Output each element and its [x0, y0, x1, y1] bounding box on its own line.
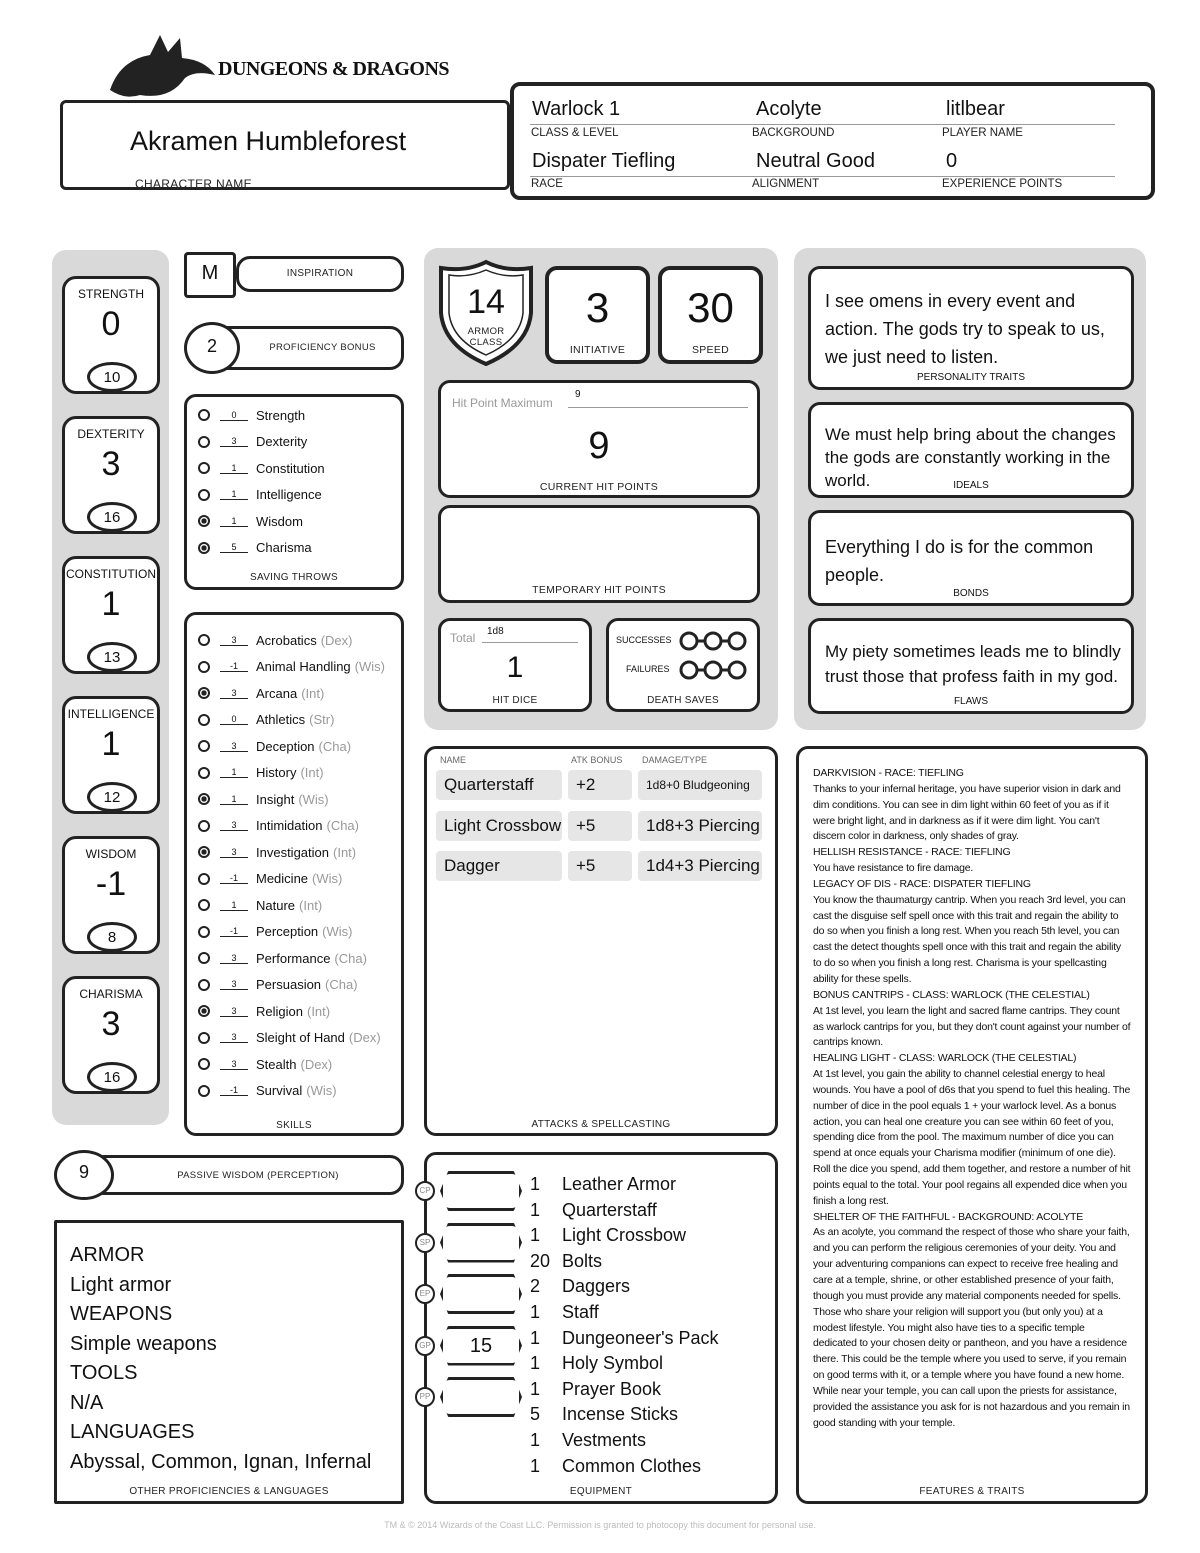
inspiration-value: M	[201, 262, 219, 284]
proficiency-checkbox[interactable]	[198, 846, 210, 858]
skill-ability: (Cha)	[325, 977, 358, 992]
ability-name: STRENGTH	[78, 287, 144, 301]
skill-mod[interactable]: 3	[220, 953, 248, 964]
ability-modifier[interactable]: 13	[87, 642, 137, 672]
ability-name: CHARISMA	[79, 987, 143, 1001]
skill-row	[198, 682, 324, 704]
skill-name: Acrobatics	[256, 632, 317, 648]
proficiency-checkbox[interactable]	[198, 1058, 210, 1070]
skill-mod[interactable]: 3	[220, 1032, 248, 1043]
ability-modifier[interactable]: 10	[87, 362, 137, 392]
proficiencies-list[interactable]	[70, 1241, 371, 1477]
flaws: My piety sometimes leads me to blindly trust those that profess faith in my god.	[825, 642, 1121, 686]
ability-name: DEXTERITY	[77, 427, 145, 441]
saving-throw-row	[198, 484, 322, 506]
equipment-name: Vestments	[562, 1430, 647, 1450]
experience-points[interactable]: 0	[946, 150, 958, 172]
player-name-label: PLAYER NAME	[942, 127, 1023, 139]
ability-constitution	[62, 556, 160, 674]
feature-title: DARKVISION - RACE: TIEFLING	[813, 767, 964, 779]
saving-throw-row	[198, 537, 312, 559]
skill-name: Nature	[256, 897, 296, 913]
class-level[interactable]: Warlock 1	[532, 98, 621, 120]
copyright-footer: TM & © 2014 Wizards of the Coast LLC. Permission is granted to photocopy this document for personal use.	[384, 1520, 816, 1530]
alignment[interactable]: Neutral Good	[756, 150, 875, 172]
skill-name: Medicine	[256, 871, 309, 886]
bonds-box[interactable]	[808, 510, 1134, 606]
skill-mod[interactable]: 3	[220, 635, 248, 646]
skill-mod[interactable]: 1	[220, 900, 248, 911]
ability-wisdom	[62, 836, 160, 954]
proficiency-checkbox[interactable]	[198, 409, 210, 421]
saving-throw-row	[198, 431, 307, 453]
equipment-item[interactable]	[530, 1353, 663, 1378]
saving-throw-row	[198, 510, 303, 532]
saving-throw-mod[interactable]: 1	[220, 489, 248, 500]
equipment-item[interactable]	[530, 1225, 686, 1250]
attack-damage[interactable]: 1d8+0 Bludgeoning	[638, 770, 762, 800]
ability-intelligence	[62, 696, 160, 814]
proficiency-checkbox[interactable]	[198, 436, 210, 448]
coin-ep-label: EP	[415, 1284, 435, 1304]
armor-class-value[interactable]: 14	[467, 283, 505, 321]
equipment-name: Quarterstaff	[562, 1199, 657, 1220]
proficiency-checkbox[interactable]	[198, 926, 210, 938]
equipment-qty: 1	[530, 1174, 541, 1194]
skill-row	[198, 1000, 330, 1022]
failures-label: FAILURES	[626, 664, 670, 674]
equipment-item[interactable]	[530, 1379, 661, 1404]
feature-description: You have resistance to fire damage.	[813, 862, 974, 875]
skill-ability: (Dex)	[300, 1056, 333, 1072]
death-save-failure-checkboxes[interactable]	[678, 659, 748, 681]
equipment-qty: 1	[530, 1225, 541, 1246]
race-label: RACE	[531, 178, 563, 190]
class-level-label: CLASS & LEVEL	[531, 127, 619, 139]
skill-row	[198, 841, 356, 863]
skill-ability: (Cha)	[334, 950, 367, 966]
proficiency-line: Simple weapons	[70, 1332, 217, 1355]
ability-modifier[interactable]: 12	[87, 782, 137, 812]
equipment-name: Staff	[562, 1302, 599, 1322]
attacks-col-bonus: ATK BONUS	[571, 755, 623, 765]
bonds-label: BONDS	[953, 588, 989, 599]
ability-dexterity	[62, 416, 160, 534]
attack-name[interactable]: Quarterstaff	[436, 770, 562, 800]
attack-bonus[interactable]: +5	[568, 811, 632, 841]
saving-throw-row	[198, 457, 325, 479]
background[interactable]: Acolyte	[756, 98, 822, 120]
skill-name: Animal Handling	[256, 659, 351, 674]
equipment-name: Leather Armor	[562, 1174, 677, 1194]
skill-row	[198, 894, 322, 916]
ability-name: CONSTITUTION	[66, 567, 156, 581]
ability-modifier[interactable]: 16	[87, 1062, 137, 1092]
skill-ability: (Int)	[306, 1003, 331, 1019]
race[interactable]: Dispater Tiefling	[532, 150, 676, 172]
initiative-label: INITIATIVE	[569, 344, 626, 356]
personality-traits-label: PERSONALITY TRAITS	[917, 372, 1025, 383]
equipment-qty: 1	[530, 1378, 541, 1399]
feature-title: HEALING LIGHT - CLASS: WARLOCK (THE CELESTIAL)	[813, 1052, 1077, 1065]
skill-ability: (Wis)	[306, 1083, 337, 1098]
skill-row	[198, 629, 352, 651]
feature-description: As an acolyte, you command the respect of those who share your faith, and you can perform the religious ceremonies of your deity. You and your adventuring companions can expect to receive free healing and care at a temple, shrine, or other established presence of your faith, though you must provide any material components needed for spells. Those who share your religion will support you (but only you) at a modest lifestyle. You might also have ties to a specific temple dedicated to your chosen deity or pantheon, and you have a residence there. This could be the temple where you used to serve, if you remain on good terms with it, or a temple where you have found a new home. While near your temple, you can call upon the priests for assistance, provided the assistance you ask for is not hazardous and you remain in good standing with your temple.	[813, 1226, 1130, 1429]
saving-throw-mod[interactable]: 1	[220, 516, 248, 527]
proficiency-checkbox[interactable]	[198, 952, 210, 964]
equipment-name: Common Clothes	[562, 1455, 702, 1476]
coin-gp-label: GP	[415, 1336, 435, 1356]
current-hp-value[interactable]: 9	[588, 425, 610, 467]
equipment-qty: 1	[530, 1430, 541, 1450]
ability-score[interactable]: 1	[101, 585, 121, 623]
equipment-qty: 2	[530, 1276, 541, 1297]
skill-row	[198, 656, 385, 678]
attacks-col-name: NAME	[440, 755, 467, 765]
background-label: BACKGROUND	[752, 127, 835, 139]
equipment-item[interactable]	[530, 1174, 676, 1199]
saving-throw-name: Constitution	[256, 460, 325, 476]
passive-wisdom-value: 9	[78, 1162, 89, 1182]
proficiency-checkbox[interactable]	[198, 979, 210, 991]
saving-throw-name: Strength	[256, 407, 306, 423]
equipment-item[interactable]	[530, 1302, 599, 1327]
equipment-qty: 1	[530, 1353, 541, 1374]
ideals-box[interactable]	[808, 402, 1134, 498]
proficiency-label: PROFICIENCY BONUS	[269, 342, 376, 353]
initiative-value[interactable]: 3	[585, 284, 610, 331]
personality-traits-box[interactable]	[808, 266, 1134, 390]
skill-row	[198, 815, 359, 837]
equipment-qty: 20	[530, 1250, 551, 1271]
ability-strength	[62, 276, 160, 394]
skill-row	[198, 762, 324, 784]
coin-pp-label: PP	[415, 1387, 435, 1407]
ability-score[interactable]: 1	[101, 725, 121, 763]
feature-description: At 1st level, you gain the ability to channel celestial energy to heal wounds. You have a pool of d6s that you spend to fuel this healing. The number of dice in the pool equals 1 + your warlock level. As a bonus action, you can heal one creature you can see within 60 feet of you, spending dice from the pool. The maximum number of dice you can spend at once equals your Charisma modifier (minimum of one die). Roll the dice you spend, add them together, and restore a number of hit points equal to the total. Your pool regains all expended dice when you finish a long rest.	[813, 1068, 1131, 1207]
equipment-item[interactable]	[530, 1456, 701, 1481]
hit-dice-total[interactable]: 1d8	[487, 626, 504, 637]
proficiency-line: Light armor	[70, 1273, 172, 1296]
skill-row	[198, 947, 367, 969]
death-saves-label: DEATH SAVES	[647, 695, 719, 706]
ability-score[interactable]: 0	[101, 305, 121, 343]
saving-throw-mod[interactable]: 5	[220, 542, 248, 553]
proficiency-line: Abyssal, Common, Ignan, Infernal	[70, 1450, 372, 1473]
saving-throw-mod[interactable]: 3	[220, 436, 248, 447]
skill-mod[interactable]: -1	[220, 926, 248, 937]
skill-name: Persuasion	[256, 977, 322, 992]
equipment-name: Prayer Book	[562, 1378, 662, 1399]
proficiency-line: LANGUAGES	[70, 1421, 195, 1443]
ability-modifier[interactable]: 16	[87, 502, 137, 532]
skill-row	[198, 709, 334, 731]
feature-description: Thanks to your infernal heritage, you have superior vision in dark and dim conditions. You can see in dim light within 60 feet of you as if it were bright light, and in darkness as if it were dim light. You can't discern color in darkness, only shades of gray.	[813, 782, 1121, 843]
skill-row	[198, 974, 358, 996]
skill-name: Survival	[256, 1083, 303, 1098]
skill-mod[interactable]: 3	[220, 1059, 248, 1070]
skill-mod[interactable]: -1	[220, 873, 248, 884]
features-text[interactable]	[813, 766, 1131, 1431]
skill-name: Performance	[256, 950, 331, 966]
ideals-label: IDEALS	[953, 480, 989, 491]
skill-ability: (Wis)	[354, 659, 385, 674]
skill-ability: (Int)	[301, 685, 325, 701]
passive-wisdom-label: PASSIVE WISDOM (PERCEPTION)	[177, 1170, 339, 1181]
skill-ability: (Wis)	[312, 871, 343, 886]
hp-max-line	[568, 407, 748, 408]
personality-traits: I see omens in every event and action. The gods try to speak to us, we just need to listen.	[825, 291, 1105, 367]
equipment-name: Incense Sticks	[562, 1404, 679, 1425]
proficiency-checkbox[interactable]	[198, 899, 210, 911]
current-hp-label: CURRENT HIT POINTS	[539, 481, 659, 493]
skill-mod[interactable]: 3	[220, 741, 248, 752]
ability-name: INTELLIGENCE	[67, 707, 155, 721]
proficiency-checkbox[interactable]	[198, 793, 210, 805]
proficiency-value: 2	[206, 336, 217, 356]
proficiency-checkbox[interactable]	[198, 740, 210, 752]
saving-throws-label: SAVING THROWS	[250, 572, 338, 583]
skill-ability: (Dex)	[348, 1030, 381, 1045]
skill-name: Arcana	[256, 685, 298, 701]
inspiration-label: INSPIRATION	[286, 268, 354, 279]
coin-sp-label: SP	[415, 1233, 435, 1253]
feature-description: You know the thaumaturgy cantrip. When you reach 3rd level, you can cast the disguise self spell once with this trait and regain the ability to do so when you finish a long rest. When you reach 5th level, you can cast the detect thoughts spell once with this trait and regain the ability to do so when you finish a long rest. Charisma is your spellcasting ability for these spells.	[813, 893, 1126, 985]
skills-label: SKILLS	[276, 1120, 312, 1131]
character-name-label: CHARACTER NAME	[135, 177, 252, 191]
ability-score[interactable]: -1	[95, 865, 127, 903]
speed-value[interactable]: 30	[687, 284, 734, 331]
saving-throw-row	[198, 404, 305, 426]
proficiency-checkbox[interactable]	[198, 515, 210, 527]
skill-row	[198, 868, 342, 890]
feature-title: SHELTER OF THE FAITHFUL - BACKGROUND: ACOLYTE	[813, 1210, 1084, 1223]
proficiency-checkbox[interactable]	[198, 1085, 210, 1097]
skill-name: Stealth	[256, 1056, 297, 1072]
proficiency-checkbox[interactable]	[198, 873, 210, 885]
skill-row	[198, 1053, 332, 1075]
skill-mod[interactable]: 3	[220, 979, 248, 990]
equipment-qty: 1	[530, 1455, 541, 1476]
skill-ability: (Int)	[300, 765, 324, 780]
saving-throw-name: Dexterity	[256, 434, 308, 449]
skill-name: Intimidation	[256, 818, 323, 833]
flaws-label: FLAWS	[953, 696, 989, 707]
skill-ability: (Int)	[333, 844, 357, 860]
equipment-item[interactable]	[530, 1276, 630, 1301]
proficiency-checkbox[interactable]	[198, 1032, 210, 1044]
proficiency-checkbox[interactable]	[198, 1005, 210, 1017]
divider	[530, 124, 1115, 125]
skill-row	[198, 788, 329, 810]
successes-label: SUCCESSES	[616, 635, 672, 645]
skill-ability: (Dex)	[320, 632, 353, 648]
attack-name[interactable]: Light Crossbow	[436, 811, 562, 841]
equipment-qty: 5	[530, 1404, 541, 1425]
saving-throw-name: Wisdom	[256, 513, 303, 529]
dragon-logo-icon	[100, 30, 220, 105]
coin-cp-box[interactable]	[440, 1171, 522, 1211]
attack-damage[interactable]: 1d8+3 Piercing	[638, 811, 762, 841]
skill-name: Perception	[256, 924, 319, 939]
equipment-name: Light Crossbow	[562, 1225, 687, 1246]
coin-pp-box[interactable]	[440, 1377, 522, 1417]
hp-max-label: Hit Point Maximum	[452, 396, 553, 410]
feature-title: HELLISH RESISTANCE - RACE: TIEFLING	[813, 846, 1011, 859]
temp-hp-label: TEMPORARY HIT POINTS	[532, 584, 666, 596]
equipment-qty: 1	[530, 1302, 541, 1322]
saving-throw-mod[interactable]: 1	[220, 463, 248, 474]
speed-label: SPEED	[691, 344, 730, 356]
proficiency-checkbox[interactable]	[198, 687, 210, 699]
equipment-item[interactable]	[530, 1430, 646, 1455]
equipment-item[interactable]	[530, 1251, 602, 1276]
hit-dice-total-label: Total	[450, 631, 476, 645]
equipment-item[interactable]	[530, 1328, 719, 1353]
skill-name: Sleight of Hand	[256, 1030, 345, 1045]
saving-throw-name: Intelligence	[256, 487, 322, 502]
coin-gp-value: 15	[469, 1334, 493, 1357]
skill-ability: (Int)	[299, 897, 323, 913]
ability-charisma	[62, 976, 160, 1094]
equipment-name: Bolts	[562, 1250, 603, 1271]
attacks-label: ATTACKS & SPELLCASTING	[531, 1119, 671, 1130]
skill-mod[interactable]: 0	[220, 714, 248, 725]
equipment-item[interactable]	[530, 1404, 678, 1429]
proficiency-checkbox[interactable]	[198, 489, 210, 501]
proficiency-checkbox[interactable]	[198, 634, 210, 646]
proficiency-checkbox[interactable]	[198, 462, 210, 474]
saving-throw-mod[interactable]: 0	[220, 410, 248, 421]
saving-throw-name: Charisma	[256, 540, 312, 555]
proficiency-line: ARMOR	[70, 1244, 145, 1266]
skill-mod[interactable]: 1	[220, 794, 248, 805]
proficiencies-label: OTHER PROFICIENCIES & LANGUAGES	[129, 1486, 329, 1497]
equipment-name: Dungeoneer's Pack	[562, 1327, 719, 1348]
skill-name: Deception	[256, 738, 315, 754]
logo-text: DUNGEONS & DRAGONS	[218, 58, 450, 80]
skill-name: History	[256, 765, 297, 780]
proficiency-checkbox[interactable]	[198, 714, 210, 726]
skill-mod[interactable]: -1	[220, 661, 248, 672]
attacks-box	[424, 746, 778, 1136]
equipment-item[interactable]	[530, 1200, 657, 1225]
coin-sp-box[interactable]	[440, 1223, 522, 1263]
proficiency-checkbox[interactable]	[198, 820, 210, 832]
equipment-name: Daggers	[562, 1276, 631, 1297]
proficiency-line: WEAPONS	[70, 1303, 173, 1325]
skill-ability: (Cha)	[326, 818, 359, 833]
player-name[interactable]: litlbear	[946, 98, 1005, 120]
skill-name: Religion	[256, 1003, 303, 1019]
hp-max-value[interactable]: 9	[575, 389, 581, 400]
equipment-qty: 1	[530, 1199, 541, 1220]
proficiency-checkbox[interactable]	[198, 542, 210, 554]
skill-mod[interactable]: 3	[220, 1006, 248, 1017]
character-name[interactable]: Akramen Humbleforest	[130, 126, 407, 156]
skill-ability: (Str)	[309, 712, 335, 727]
attack-name[interactable]: Dagger	[436, 851, 562, 881]
feature-title: LEGACY OF DIS - RACE: DISPATER TIEFLING	[813, 877, 1031, 890]
ability-modifier[interactable]: 8	[87, 922, 137, 952]
divider	[530, 176, 1115, 177]
proficiency-line: TOOLS	[70, 1362, 138, 1384]
attack-bonus[interactable]: +2	[568, 770, 632, 800]
skill-row	[198, 1080, 337, 1102]
feature-description: At 1st level, you learn the light and sacred flame cantrips. They count as warlock cantrips for you, but they don't count against your number of cantrips known.	[813, 1004, 1131, 1049]
skill-ability: (Cha)	[318, 738, 352, 754]
coin-cp-label: CP	[415, 1181, 435, 1201]
ideals: We must help bring about the changes the gods are constantly working in the world.	[825, 425, 1116, 490]
skill-mod[interactable]: 3	[220, 847, 248, 858]
features-label: FEATURES & TRAITS	[919, 1486, 1025, 1497]
ability-score[interactable]: 3	[101, 1005, 121, 1043]
equipment-label: EQUIPMENT	[569, 1486, 633, 1497]
skill-row	[198, 735, 351, 757]
skill-row	[198, 1027, 381, 1049]
armor-class-label: ARMOR CLASS	[467, 326, 505, 348]
feature-title: BONUS CANTRIPS - CLASS: WARLOCK (THE CELESTIAL)	[813, 988, 1090, 1001]
experience-points-label: EXPERIENCE POINTS	[942, 178, 1063, 190]
hit-dice-label: HIT DICE	[492, 695, 538, 706]
skill-name: Athletics	[256, 712, 306, 727]
equipment-name: Holy Symbol	[562, 1353, 664, 1374]
proficiency-line: N/A	[70, 1391, 104, 1414]
skill-mod[interactable]: 1	[220, 767, 248, 778]
attack-bonus[interactable]: +5	[568, 851, 632, 881]
equipment-qty: 1	[530, 1327, 541, 1348]
skill-mod[interactable]: -1	[220, 1085, 248, 1096]
skill-name: Insight	[256, 791, 295, 807]
ability-name: WISDOM	[85, 847, 137, 861]
skill-mod[interactable]: 3	[220, 688, 248, 699]
hit-dice-total-line	[482, 642, 578, 643]
coin-ep-box[interactable]	[440, 1274, 522, 1314]
ability-score[interactable]: 3	[101, 445, 121, 483]
skill-mod[interactable]: 3	[220, 820, 248, 831]
skill-ability: (Wis)	[298, 791, 329, 807]
proficiency-checkbox[interactable]	[198, 767, 210, 779]
hit-dice-value[interactable]: 1	[506, 651, 524, 684]
proficiency-checkbox[interactable]	[198, 661, 210, 673]
attacks-col-damage: DAMAGE/TYPE	[642, 755, 708, 765]
death-save-success-checkboxes[interactable]	[678, 630, 748, 652]
skill-row	[198, 921, 352, 943]
bonds: Everything I do is for the common people.	[825, 537, 1094, 585]
attack-damage[interactable]: 1d4+3 Piercing	[638, 851, 762, 881]
flaws-box[interactable]	[808, 618, 1134, 714]
skill-ability: (Wis)	[322, 924, 353, 939]
skill-name: Investigation	[256, 844, 329, 860]
alignment-label: ALIGNMENT	[752, 178, 820, 190]
